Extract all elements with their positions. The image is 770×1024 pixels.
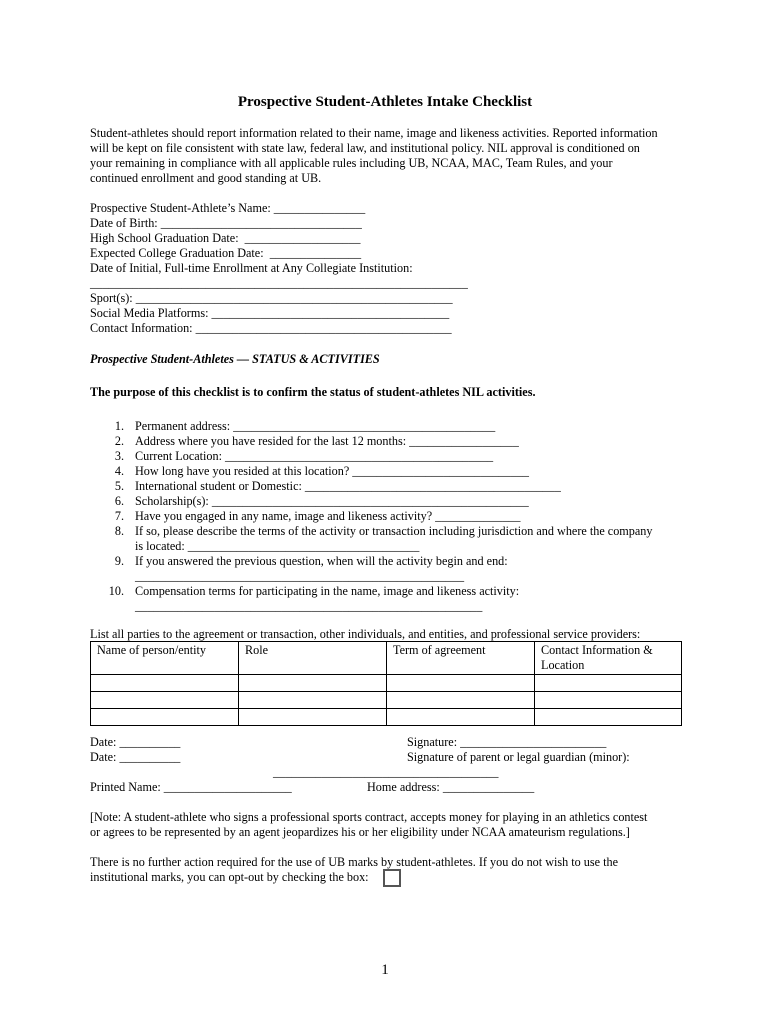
page-title: Prospective Student-Athletes Intake Checklist	[237, 94, 533, 110]
question-permanent-address[interactable]: Permanent address: ___________________________________________	[135, 419, 496, 433]
question-current-location[interactable]: Current Location: ____________________________________________	[135, 449, 494, 463]
table-cell[interactable]	[91, 675, 239, 692]
table-cell[interactable]	[535, 675, 682, 692]
contact-info-field[interactable]: Contact Information: __________________________________________	[90, 321, 452, 335]
intro-line: Student-athletes should report information related to their name, image and likeness activities. Reported information	[90, 126, 658, 140]
intro-paragraph	[90, 126, 690, 186]
column-header: Term of agreement	[387, 642, 535, 675]
column-header: Contact Information & Location	[535, 642, 682, 675]
table-row	[91, 675, 682, 692]
question-number: 6.	[114, 494, 124, 508]
intro-line: your remaining in compliance with all applicable rules including UB, NCAA, MAC, Team Rules, and your	[90, 156, 613, 170]
question-number: 1.	[114, 419, 124, 433]
question-activity-terms: If so, please describe the terms of the activity or transaction including jurisdiction and where the company	[135, 524, 653, 538]
question-number: 10.	[108, 584, 124, 598]
question-number: 9.	[114, 554, 124, 568]
column-header: Name of person/entity	[91, 642, 239, 675]
signature-field[interactable]: Signature: ________________________	[407, 735, 607, 749]
page-number: 1	[381, 962, 389, 978]
column-header: Role	[239, 642, 387, 675]
table-cell[interactable]	[239, 692, 387, 709]
dob-field[interactable]: Date of Birth: _________________________________	[90, 216, 362, 230]
sports-field[interactable]: Sport(s): ____________________________________________________	[90, 291, 453, 305]
table-header-row	[91, 642, 682, 675]
date-field[interactable]: Date: __________	[90, 750, 181, 764]
table-cell[interactable]	[91, 692, 239, 709]
question-number: 2.	[114, 434, 124, 448]
question-student-status[interactable]: International student or Domestic: __________________________________________	[135, 479, 561, 493]
question-nil-activity[interactable]: Have you engaged in any name, image and likeness activity? ______________	[135, 509, 521, 523]
question-scholarships[interactable]: Scholarship(s): ____________________________________________________	[135, 494, 529, 508]
note-line: [Note: A student-athlete who signs a professional sports contract, accepts money for playing in an athletics contest	[90, 810, 648, 824]
optout-checkbox[interactable]	[383, 869, 401, 887]
table-cell[interactable]	[387, 692, 535, 709]
optout-line: There is no further action required for the use of UB marks by student-athletes. If you do not wish to use the	[90, 855, 618, 869]
intro-line: continued enrollment and good standing at UB.	[90, 171, 322, 185]
table-cell[interactable]	[239, 709, 387, 726]
date-field[interactable]: Date: __________	[90, 735, 181, 749]
intro-line: will be kept on file consistent with state law, federal law, and institutional policy. NIL approval is conditioned on	[90, 141, 640, 155]
question-residence-duration[interactable]: How long have you resided at this location? _____________________________	[135, 464, 530, 478]
enrollment-field[interactable]: ______________________________________________________________	[90, 276, 468, 290]
table-row	[91, 709, 682, 726]
hs-grad-field[interactable]: High School Graduation Date: ___________________	[90, 231, 361, 245]
question-activity-dates-answer[interactable]: ______________________________________________________	[135, 569, 465, 583]
table-cell[interactable]	[239, 675, 387, 692]
optout-line: institutional marks, you can opt-out by checking the box:	[90, 870, 369, 884]
enrollment-label: Date of Initial, Full-time Enrollment at Any Collegiate Institution:	[90, 261, 413, 275]
name-field[interactable]: Prospective Student-Athlete’s Name: _______________	[90, 201, 366, 215]
table-cell[interactable]	[91, 709, 239, 726]
parties-table	[90, 641, 682, 726]
college-grad-field[interactable]: Expected College Graduation Date: _______________	[90, 246, 362, 260]
question-number: 4.	[114, 464, 124, 478]
guardian-signature-label: Signature of parent or legal guardian (minor):	[407, 750, 630, 764]
note-line: or agrees to be represented by an agent jeopardizes his or her eligibility under NCAA amateurism regulations.]	[90, 825, 630, 839]
table-row	[91, 692, 682, 709]
purpose-statement: The purpose of this checklist is to confirm the status of student-athletes NIL activities.	[90, 385, 536, 399]
question-number: 3.	[114, 449, 124, 463]
table-cell[interactable]	[387, 675, 535, 692]
section-heading: Prospective Student-Athletes — STATUS & ACTIVITIES	[90, 352, 380, 366]
question-number: 8.	[114, 524, 124, 538]
question-compensation-answer[interactable]: _________________________________________________________	[135, 599, 483, 613]
question-compensation: Compensation terms for participating in the name, image and likeness activity:	[135, 584, 520, 598]
guardian-signature-field[interactable]: _____________________________________	[273, 765, 499, 779]
table-cell[interactable]	[387, 709, 535, 726]
question-number: 7.	[114, 509, 124, 523]
question-number: 5.	[114, 479, 124, 493]
question-activity-terms-answer[interactable]: is located: ______________________________________	[135, 539, 420, 553]
question-recent-address[interactable]: Address where you have resided for the last 12 months: __________________	[135, 434, 519, 448]
table-cell[interactable]	[535, 709, 682, 726]
table-cell[interactable]	[535, 692, 682, 709]
table-caption: List all parties to the agreement or transaction, other individuals, and entities, and professional service providers:	[90, 627, 641, 641]
printed-name-field[interactable]: Printed Name: _____________________	[90, 780, 292, 794]
question-activity-dates: If you answered the previous question, when will the activity begin and end:	[135, 554, 508, 568]
social-media-field[interactable]: Social Media Platforms: _______________________________________	[90, 306, 450, 320]
home-address-field[interactable]: Home address: _______________	[367, 780, 535, 794]
